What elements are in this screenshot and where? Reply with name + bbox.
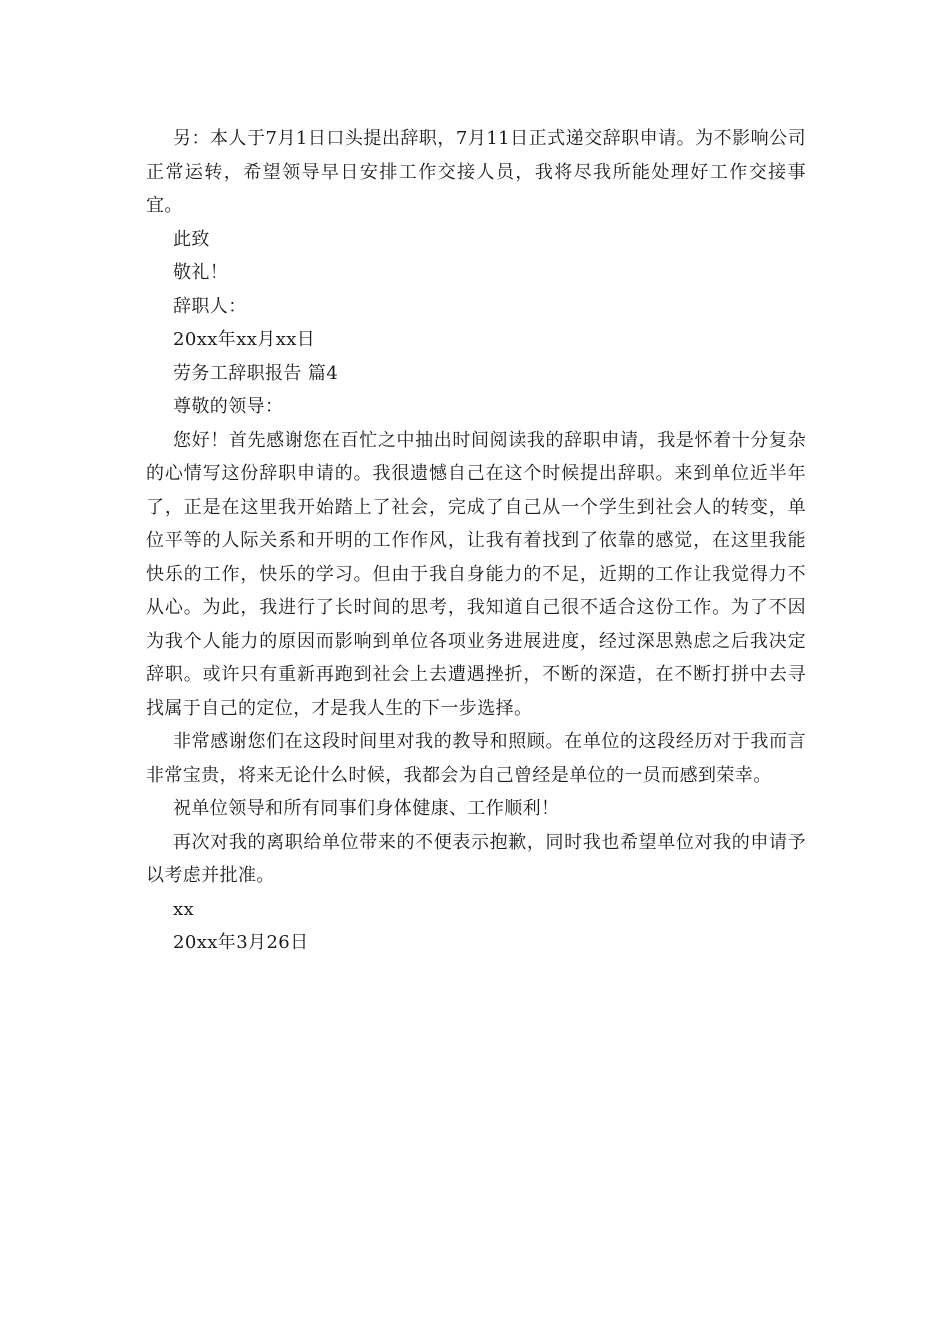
closing-regards: 敬礼！ xyxy=(173,262,229,283)
section-heading: 劳务工辞职报告 篇4 xyxy=(173,362,339,384)
document-body xyxy=(146,122,806,960)
final-date: 20xx年3月26日 xyxy=(173,932,309,953)
closing-salutation: 此致 xyxy=(173,228,210,250)
signer-name: xx xyxy=(173,898,195,920)
paragraph-apology: 再次对我的离职给单位带来的不便表示抱歉，同时我也希望单位对我的申请予以考虑并批准。 xyxy=(146,831,806,886)
paragraph-handover-note: 另：本人于7月1日口头提出辞职，7月11日正式递交辞职申请。为不影响公司正常运转，希望领导早日安排工作交接人员，我将尽我所能处理好工作交接事宜。 xyxy=(146,128,806,216)
signer-label: 辞职人： xyxy=(173,295,247,317)
signature-date: 20xx年xx月xx日 xyxy=(173,329,316,350)
paragraph-thanks: 非常感谢您们在这段时间里对我的教导和照顾。在单位的这段经历对于我而言非常宝贵，将来无论什么时候，我都会为自己曾经是单位的一员而感到荣幸。 xyxy=(146,731,806,786)
paragraph-main-reason: 您好！首先感谢您在百忙之中抽出时间阅读我的辞职申请，我是怀着十分复杂的心情写这份辞职申请的。我很遗憾自己在这个时候提出辞职。来到单位近半年了，正是在这里我开始踏上了社会，完成了自己从一个学生到社会人的转变，单位平等的人际关系和开明的工作作风，让我有着找到了依靠的感觉，在这里我能快乐的工作，快乐的学习。但由于我自身能力的不足，近期的工作让我觉得力不从心。为此，我进行了长时间的思考，我知道自己很不适合这份工作。为了不因为我个人能力的原因而影响到单位各项业务进展进度，经过深思熟虑之后我决定辞职。或许只有重新再跑到社会上去遭遇挫折，不断的深造，在不断打拼中去寻找属于自己的定位，才是我人生的下一步选择。 xyxy=(146,429,806,719)
greeting: 尊敬的领导： xyxy=(173,396,284,417)
paragraph-wishes: 祝单位领导和所有同事们身体健康、工作顺利！ xyxy=(173,798,560,819)
